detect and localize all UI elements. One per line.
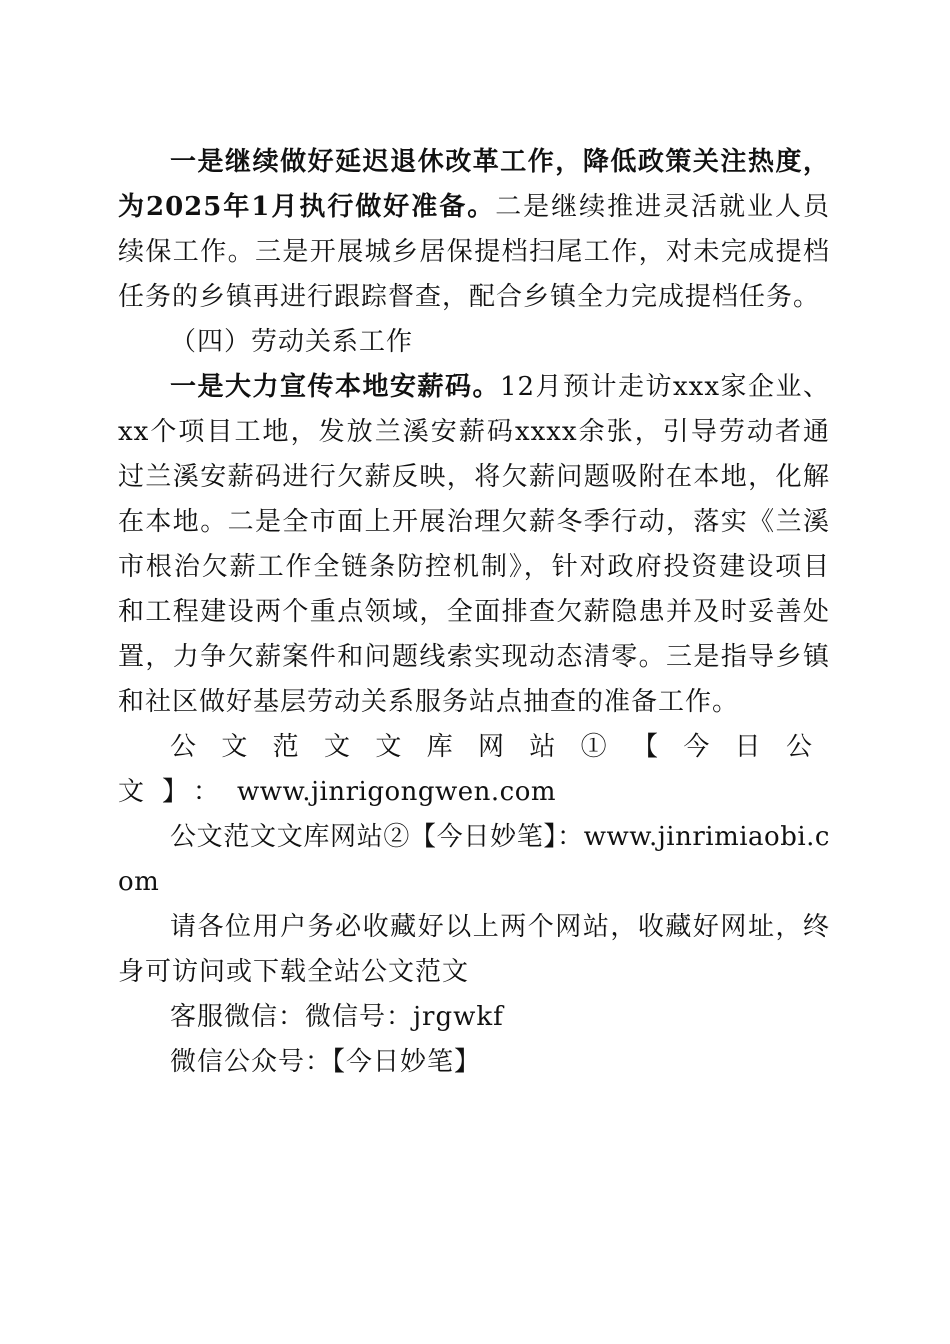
paragraph-text: 二是继续推进灵活就业人员续保工作。三是开展城乡居保提档扫尾工作，对未完成提档任务的乡镇再进行跟踪督查，配合乡镇全力完成提档任务。	[118, 192, 830, 312]
wechat-official-account: 微信公众号：【今日妙笔】	[170, 1047, 482, 1077]
paragraph-pension-work	[118, 140, 830, 320]
website-1-label: 公文范文文库网站①【今日公文】：	[118, 732, 830, 807]
section-heading-labor-relations: （四）劳动关系工作	[170, 327, 414, 357]
website-1-url: www.jinrigongwen.com	[237, 777, 557, 807]
customer-service-wechat: 客服微信：微信号：jrgwkf	[170, 1002, 504, 1032]
document-body	[118, 140, 830, 1085]
paragraph-lead-bold: 一是大力宣传本地安薪码。	[170, 372, 500, 402]
website-line-2: 公文范文文库网站②【今日妙笔】：www.jinrimiaobi.com	[118, 822, 830, 897]
paragraph-labor-relations	[118, 365, 830, 725]
bookmark-notice: 请各位用户务必收藏好以上两个网站，收藏好网址，终身可访问或下载全站公文范文	[118, 912, 830, 987]
paragraph-text: 12月预计走访xxx家企业、xx个项目工地，发放兰溪安薪码xxxx余张，引导劳动者通过兰溪安薪码进行欠薪反映，将欠薪问题吸附在本地，化解在本地。二是全市面上开展治理欠薪冬季行动，落实《兰溪市根治欠薪工作全链条防控机制》，针对政府投资建设项目和工程建设两个重点领域，全面排查欠薪隐患并及时妥善处置，力争欠薪案件和问题线索实现动态清零。三是指导乡镇和社区做好基层劳动关系服务站点抽查的准备工作。	[118, 372, 830, 717]
paragraph-lead-bold: 一是继续做好延迟退休改革工作，降低政策关注热度，为2025年1月执行做好准备。	[118, 147, 830, 222]
website-line-1	[118, 725, 830, 815]
